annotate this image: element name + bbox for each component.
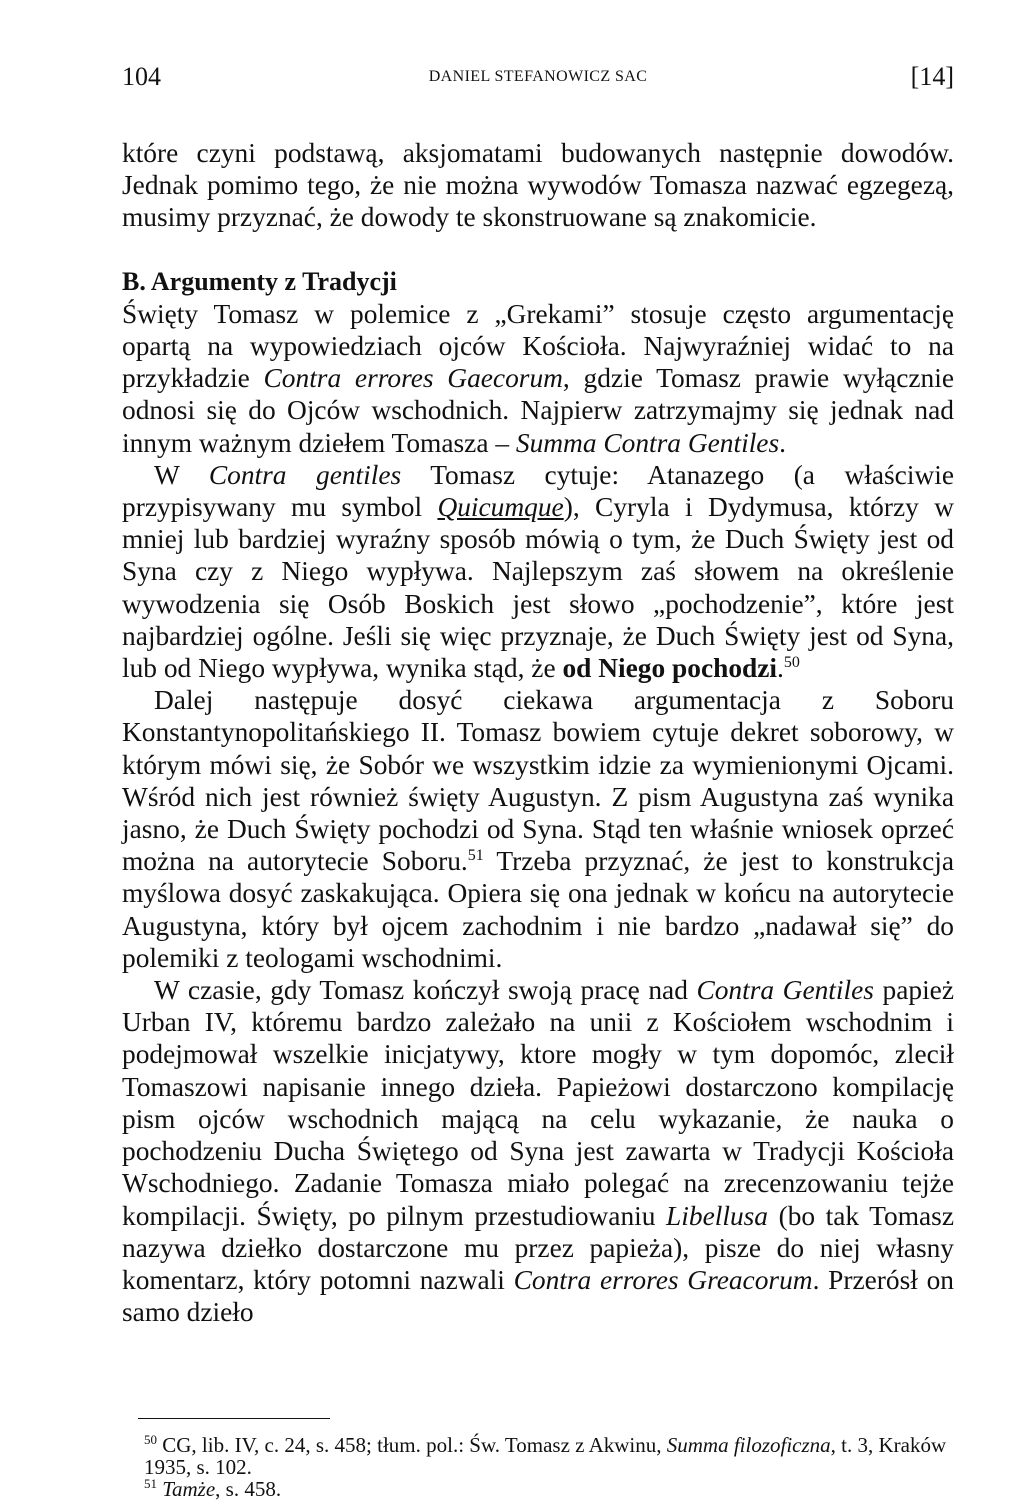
work-title: Contra errores Greacorum xyxy=(513,1264,813,1295)
text-run: W czasie, gdy Tomasz kończył swoją pracę nad xyxy=(154,975,697,1006)
work-title: Summa Contra Gentiles xyxy=(515,427,780,458)
text-run: Tomasz cytuje: Atanazego (a właściwie przypisywany mu symbol xyxy=(122,459,954,523)
emphasis-text: od Niego pochodzi xyxy=(562,653,778,684)
body-text xyxy=(122,137,954,1328)
work-title: Quicumque xyxy=(437,492,564,523)
work-title: Contra errores Gaecorum xyxy=(263,363,563,394)
footnote-number: 50 xyxy=(144,1432,157,1447)
work-title: Libellusa xyxy=(666,1200,768,1231)
work-title: Contra gentiles xyxy=(208,459,402,490)
work-title: Tamże xyxy=(162,1477,216,1501)
paragraph-5 xyxy=(122,974,954,1328)
running-title: DANIEL STEFANOWICZ SAC xyxy=(428,68,648,85)
page-header xyxy=(122,62,954,96)
text-run: , s. 458. xyxy=(215,1477,282,1501)
text-run: W xyxy=(154,459,209,490)
footnote-marker-51[interactable]: 51 xyxy=(467,847,484,865)
text-run: CG, lib. IV, c. 24, s. 458; tłum. pol.: Św. Tomasz z Akwinu, xyxy=(157,1433,667,1457)
paragraph-3 xyxy=(122,459,954,684)
section-reference: [14] xyxy=(910,62,954,91)
text-run: . xyxy=(777,653,784,684)
footnote-divider xyxy=(138,1418,330,1419)
footnote-marker-50[interactable]: 50 xyxy=(783,654,800,672)
footnote-51 xyxy=(122,1478,954,1500)
footnotes xyxy=(122,1434,954,1500)
paragraph-1-text: które czyni podstawą, aksjomatami budowanych następnie dowodów. Jednak pomimo tego, że nie można wywodów Tomasza nazwać egzegezą, musimy przyznać, że dowody te skonstruowane są znakomicie. xyxy=(122,138,954,233)
text-run: ), Cyryla i Dydymusa, którzy w mniej lub bardziej wyraźny sposób mówią o tym, że Duch Święty jest od Syna czy z Niego wypływa. Najlepszym zaś słowem na określenie wywodzenia się Osób Boskich jest słowo „pochodzenie”, które jest najbardziej ogólne. Jeśli się więc przyznaje, że Duch Święty jest od Syna, lub od Niego wypływa, wynika stąd, że xyxy=(122,492,954,684)
footnote-50 xyxy=(122,1434,954,1478)
text-run: Trzeba przyznać, że jest to konstrukcja myślowa dosyć zaskakująca. Opiera się ona jednak w końcu na autorytecie Augustyna, który był ojcem zachodnim i nie bardzo „nadawał się” do polemiki z teologami wschodnimi. xyxy=(122,846,954,973)
paragraph-1 xyxy=(122,137,954,234)
footnote-number: 51 xyxy=(144,1476,157,1491)
paragraph-4 xyxy=(122,684,954,974)
text-run: Święty Tomasz w polemice z „Grekami” stosuje często argumentację opartą na wypowiedziach ojców Kościoła. Najwyraźniej widać to na przykładzie xyxy=(122,298,954,394)
text-run: . xyxy=(779,427,786,458)
section-heading: B. Argumenty z Tradycji xyxy=(122,266,397,296)
text-run: , t. 3, Kraków 1935, s. 102. xyxy=(144,1433,947,1479)
work-title: Contra Gentiles xyxy=(696,975,874,1006)
work-title: Summa filozoficzna xyxy=(666,1433,831,1457)
text-run: papież Urban IV, któremu bardzo zależało na unii z Kościołem wschodnim i podejmował wszelkie inicjatywy, ktore mogły w tym dopomóc, zlecił Tomaszowi napisanie innego dzieła. Papieżowi dostarczono kompilację pism ojców wschodnich mającą na celu wykazanie, że nauka o pochodzeniu Ducha Świętego od Syna jest zawarta w Tradycji Kościoła Wschodniego. Zadanie Tomasza miało polegać na zrecenzowaniu tejże kompilacji. Święty, po pilnym przestudiowaniu xyxy=(122,975,954,1231)
text-run: , gdzie Tomasz prawie wyłącznie odnosi się do Ojców wschodnich. Najpierw zatrzymajmy się jednak nad innym ważnym dziełem Tomasza – xyxy=(122,363,954,458)
text-run: (bo tak Tomasz nazywa dziełko dostarczone mu przez papieża), pisze do niej własny komentarz, który potomni nazwali xyxy=(122,1200,954,1295)
page-number: 104 xyxy=(122,62,161,91)
text-run: . Przerósł on samo dzieło xyxy=(122,1264,954,1328)
paragraph-2 xyxy=(122,298,954,459)
text-run: Dalej następuje dosyć ciekawa argumentacja z Soboru Konstantynopolitańskiego II. Tomasz bowiem cytuje dekret soborowy, w którym mówi się, że Sobór we wszystkim idzie za wymienionymi Ojcami. Wśród nich jest również święty Augustyn. Z pism Augustyna zaś wynika jasno, że Duch Święty pochodzi od Syna. Stąd ten właśnie wniosek oprzeć można na autorytecie Soboru. xyxy=(122,685,954,877)
